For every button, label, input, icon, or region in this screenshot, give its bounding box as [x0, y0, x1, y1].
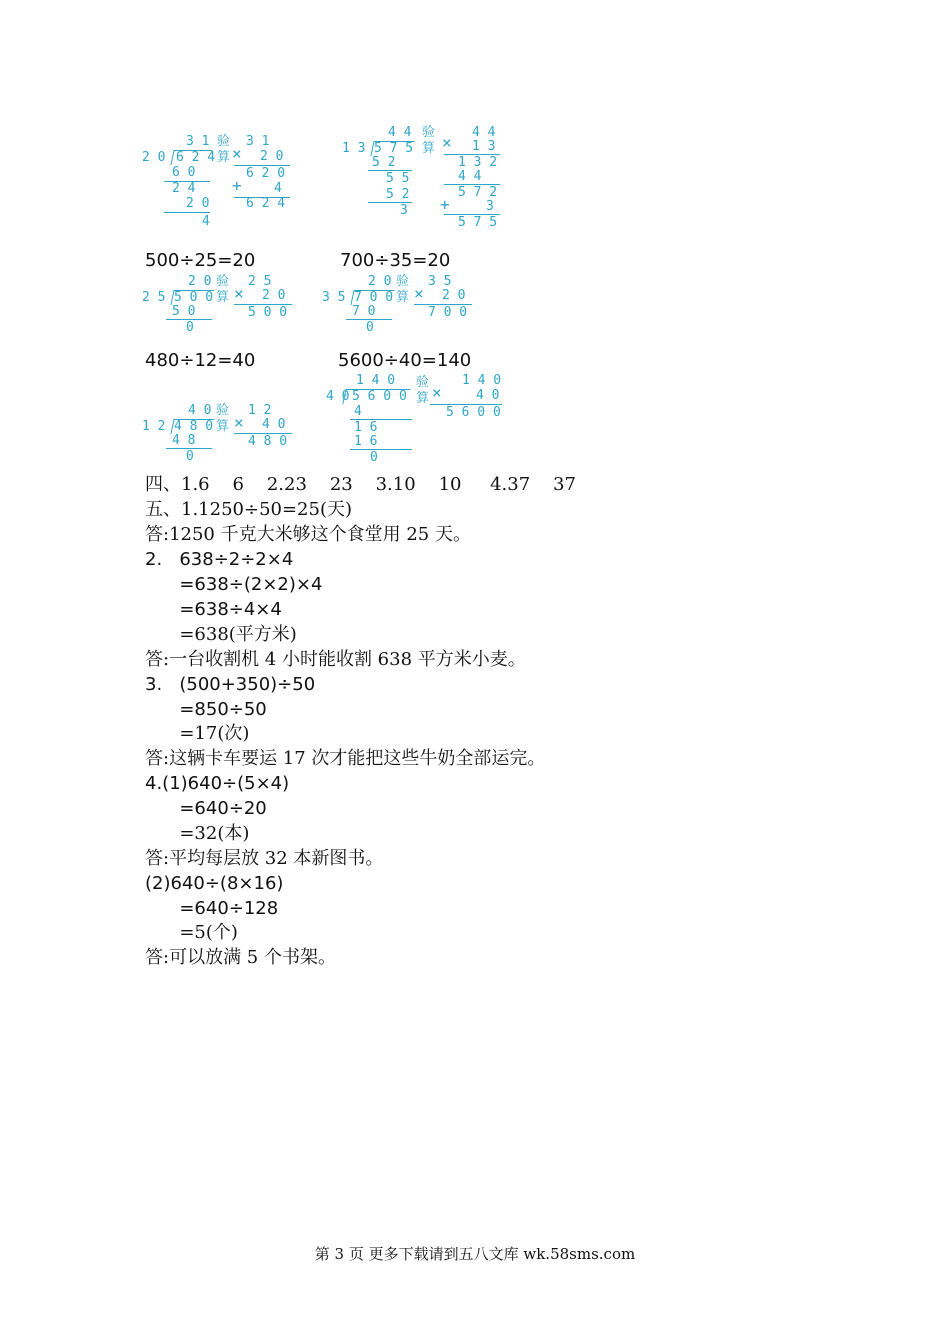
- step: 2 4: [172, 181, 196, 196]
- sum: 6 2 4: [246, 196, 286, 211]
- partial-product: 4 4: [458, 169, 482, 184]
- quotient: 2 0: [368, 274, 392, 289]
- sum: 5 7 5: [458, 215, 498, 230]
- step: 5 2: [386, 187, 410, 202]
- equation: 500÷25=20: [145, 250, 256, 271]
- answer-line: (2)640÷(8×16): [145, 873, 284, 894]
- step: 1 6: [354, 420, 378, 435]
- quotient: 4 4: [388, 125, 412, 140]
- step: 7 0: [352, 304, 376, 319]
- partial-product: 1 3 2: [458, 155, 498, 170]
- remainder: 3: [400, 203, 408, 218]
- long-division-575-by-13: [342, 124, 512, 234]
- page-footer: 第 3 页 更多下载请到五八文库 wk.58sms.com: [314, 1245, 636, 1263]
- factor: 2 0: [262, 288, 286, 303]
- rule: [350, 449, 412, 450]
- remainder: 0: [366, 320, 374, 335]
- divisor: 2 0: [142, 150, 166, 165]
- remainder: 4: [202, 214, 210, 229]
- times-sign: ×: [234, 413, 244, 432]
- plus-sign: +: [440, 195, 450, 214]
- quotient: 2 0: [188, 274, 212, 289]
- times-sign: ×: [414, 284, 424, 303]
- answer-line: 2. 638÷2÷2×4: [145, 549, 294, 570]
- factor: 1 2: [248, 403, 272, 418]
- check-label: 算: [216, 290, 230, 305]
- answer-line: 答:1250 千克大米够这个食堂用 25 天。: [145, 524, 471, 545]
- answer-line: =17(次): [145, 723, 250, 744]
- check-label: 验: [217, 134, 231, 149]
- check-label: 验: [396, 274, 410, 289]
- answer-line: 答:一台收割机 4 小时能收割 638 平方米小麦。: [145, 649, 526, 670]
- times-sign: ×: [432, 383, 442, 402]
- check-label: 算: [416, 391, 430, 406]
- step: 5 0: [172, 304, 196, 319]
- times-sign: ×: [234, 284, 244, 303]
- dividend: 4 8 0: [174, 419, 214, 434]
- answer-line: =640÷20: [145, 798, 267, 819]
- step: 4 8: [172, 433, 196, 448]
- answer-line: =638÷(2×2)×4: [145, 574, 323, 595]
- equation: 700÷35=20: [340, 250, 451, 271]
- factor: 3 5: [428, 274, 452, 289]
- product: 5 7 2: [458, 185, 498, 200]
- answer-line: 答:平均每层放 32 本新图书。: [145, 848, 384, 869]
- quotient: 3 1: [186, 134, 210, 149]
- long-division-480-by-12: [142, 402, 302, 466]
- addend: 3: [486, 199, 494, 214]
- product: 4 8 0: [248, 434, 288, 449]
- dividend: 5 0 0: [174, 290, 214, 305]
- answer-line: 五、1.1250÷50=25(天): [145, 499, 352, 520]
- check-label: 算: [396, 290, 410, 305]
- answer-line-section-4: 四、1.6 6 2.23 23 3.10 10 4.37 37: [145, 474, 576, 495]
- factor: 2 0: [442, 288, 466, 303]
- times-sign: ×: [232, 144, 242, 163]
- check-label: 验: [422, 125, 436, 140]
- factor: 1 3: [472, 139, 496, 154]
- step: 1 6: [354, 434, 378, 449]
- equation: 480÷12=40: [145, 350, 256, 371]
- remainder: 0: [370, 450, 378, 465]
- product: 7 0 0: [428, 305, 468, 320]
- step: 5 2: [372, 155, 396, 170]
- answer-line: =638(平方米): [145, 624, 297, 645]
- answer-line: =850÷50: [145, 699, 267, 720]
- factor: 1 4 0: [462, 373, 502, 388]
- dividend: 5 6 0 0: [352, 389, 407, 404]
- factor: 2 0: [260, 149, 284, 164]
- dividend: 5 7 5: [374, 141, 414, 156]
- answer-line: =640÷128: [145, 898, 279, 919]
- factor: 2 5: [248, 274, 272, 289]
- check-label: 验: [216, 403, 230, 418]
- answer-line: =638÷4×4: [145, 599, 282, 620]
- equation: 5600÷40=140: [338, 350, 472, 371]
- times-sign: ×: [442, 133, 452, 152]
- step: 5 5: [386, 171, 410, 186]
- check-label: 算: [216, 419, 230, 434]
- step: 4: [354, 404, 362, 419]
- divisor: 1 2: [142, 419, 166, 434]
- product: 6 2 0: [246, 166, 286, 181]
- answer-line: 3. (500+350)÷50: [145, 674, 316, 695]
- long-division-624-by-20: [142, 133, 302, 233]
- check-label: 算: [217, 150, 231, 165]
- plus-sign: +: [232, 176, 242, 195]
- divisor: 3 5: [322, 290, 346, 305]
- answer-line: 4.(1)640÷(5×4): [145, 773, 290, 794]
- answer-line: =5(个): [145, 922, 238, 943]
- factor: 4 4: [472, 125, 496, 140]
- divisor: 2 5: [142, 290, 166, 305]
- product: 5 6 0 0: [446, 405, 501, 420]
- remainder: 0: [186, 449, 194, 464]
- divisor: 4 0: [326, 389, 350, 404]
- check-label: 验: [416, 375, 430, 390]
- divisor: 1 3: [342, 141, 366, 156]
- factor: 3 1: [246, 134, 270, 149]
- dividend: 6 2 4: [176, 150, 216, 165]
- factor: 4 0: [262, 417, 286, 432]
- step: 6 0: [172, 165, 196, 180]
- rule: [164, 212, 210, 213]
- answer-line: =32(本): [145, 823, 250, 844]
- quotient: 4 0: [188, 403, 212, 418]
- answer-line: 答:这辆卡车要运 17 次才能把这些牛奶全部运完。: [145, 748, 546, 769]
- quotient: 1 4 0: [356, 373, 396, 388]
- remainder: 0: [186, 320, 194, 335]
- check-label: 验: [216, 274, 230, 289]
- product: 5 0 0: [248, 305, 288, 320]
- dividend: 7 0 0: [354, 290, 394, 305]
- long-division-500-by-25: [142, 273, 302, 337]
- check-label: 算: [422, 141, 436, 156]
- answer-line: 答:可以放满 5 个书架。: [145, 947, 336, 968]
- factor: 4 0: [476, 388, 500, 403]
- long-division-5600-by-40: [326, 374, 516, 466]
- step: 2 0: [186, 196, 210, 211]
- addend: 4: [274, 181, 282, 196]
- long-division-700-by-35: [322, 273, 482, 337]
